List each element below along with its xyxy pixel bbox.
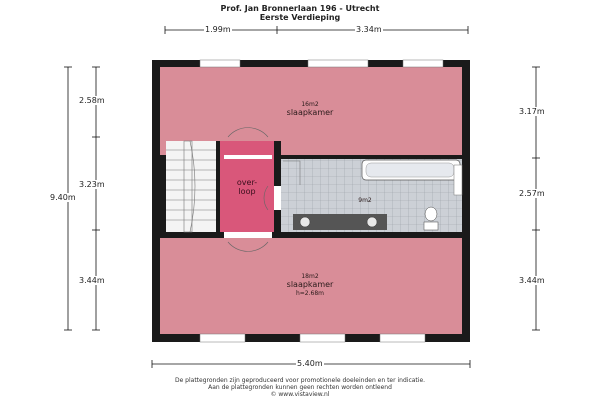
dim-bottom: 5.40m — [297, 359, 323, 368]
disclaimer-line-2: Aan de plattegronden kunnen geen rechten worden ontleend — [208, 384, 392, 391]
dim-right-3: 3.44m — [519, 276, 545, 285]
dim-left-2: 3.23m — [79, 180, 105, 189]
bottom-bedroom-height: h=2.68m — [295, 290, 325, 297]
plan-floor: Eerste Verdieping — [259, 13, 341, 22]
bottom-bedroom-name: slaapkamer — [286, 280, 334, 289]
dim-left-1: 2.58m — [79, 96, 105, 105]
dim-left-3: 3.44m — [79, 276, 105, 285]
dim-right-1: 3.17m — [519, 107, 545, 116]
plan-address: Prof. Jan Bronnerlaan 196 - Utrecht — [220, 4, 380, 13]
dim-top-left: 1.99m — [205, 25, 231, 34]
bathroom-area: 9m2 — [358, 197, 372, 204]
copyright: © www.vistaview.nl — [270, 391, 330, 398]
dim-right-2: 2.57m — [519, 189, 545, 198]
disclaimer-line-1: De plattegronden zijn geproduceerd voor promotionele doeleinden en ter indicatie. — [174, 377, 426, 384]
landing-label: over- loop — [236, 178, 258, 196]
top-bedroom-name: slaapkamer — [286, 108, 334, 117]
dim-top-right: 3.34m — [356, 25, 382, 34]
bottom-bedroom-area: 18m2 — [301, 273, 319, 280]
stairwell — [166, 141, 216, 232]
toilet — [424, 222, 438, 230]
top-bedroom-area: 16m2 — [301, 101, 319, 108]
dim-left-total: 9.40m — [50, 193, 76, 202]
